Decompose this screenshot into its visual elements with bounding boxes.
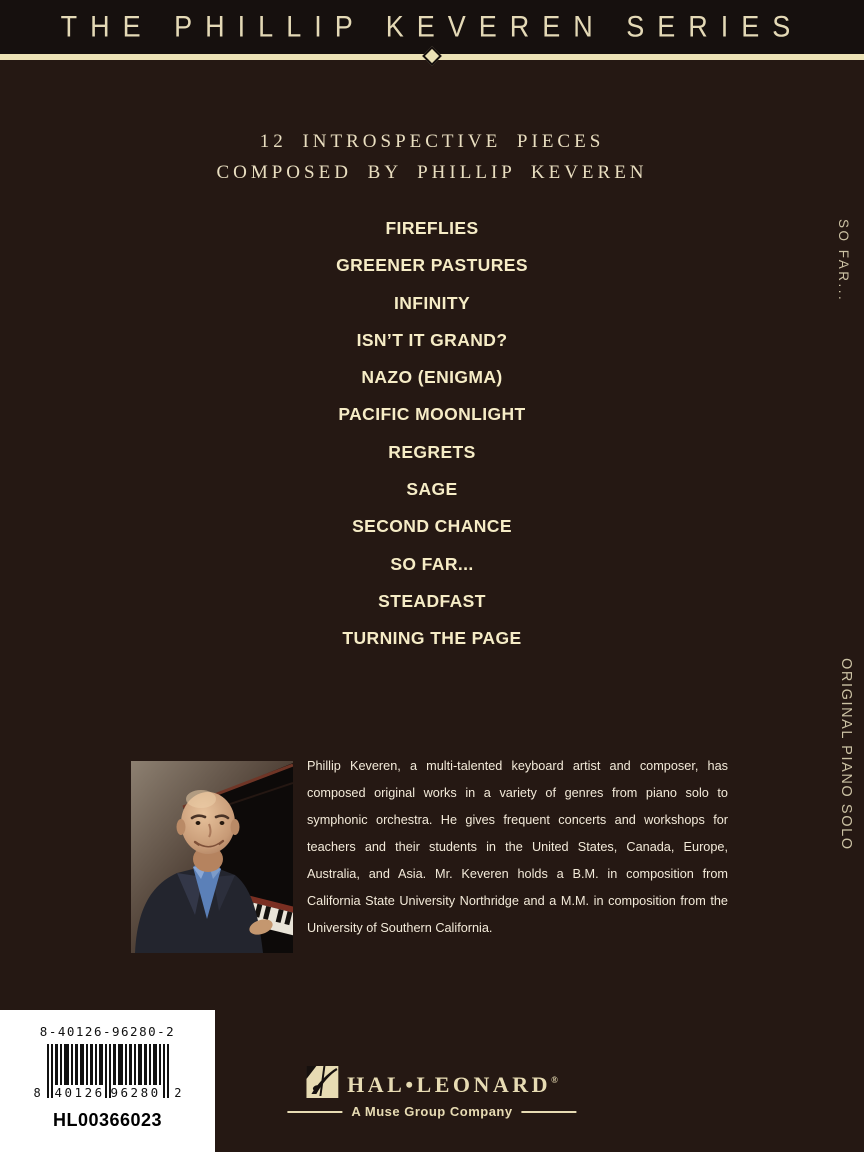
publisher-wordmark [347, 1074, 558, 1098]
subtitle-line1: 12 INTROSPECTIVE PIECES [259, 131, 605, 152]
barcode-digit-right: 2 [174, 1086, 182, 1100]
author-bio: Phillip Keveren, a multi-talented keyboard artist and composer, has composed original works in a variety of genres from piano solo to symphonic orchestra. He gives frequent concerts and workshops for teachers and their students in the United States, Canada, Europe, Australia, and Asia. Mr. Keveren holds a B.M. in composition from California State University Northridge and a M.M. in composition from the University of Southern California. [307, 759, 728, 935]
barcode-number: 8-40126-96280-2 [39, 1024, 176, 1039]
song-title: NAZO (ENIGMA) [361, 367, 503, 388]
publisher-logo [287, 1066, 576, 1119]
keveren-photo [131, 761, 293, 953]
barcode-box [0, 1010, 215, 1152]
song-title: REGRETS [388, 441, 476, 462]
barcode [33, 1044, 182, 1100]
barcode-digit-left: 8 [33, 1086, 41, 1100]
song-title: TURNING THE PAGE [342, 628, 522, 649]
song-list [0, 210, 864, 658]
publisher-tagline: A Muse Group Company [351, 1104, 513, 1119]
barcode-digit-group1: 40126 [54, 1085, 105, 1100]
series-title: THE PHILLIP KEVEREN SERIES [60, 10, 804, 44]
spine-book-title: SO FAR... [836, 219, 851, 303]
song-title: SECOND CHANCE [352, 516, 512, 537]
song-title: SO FAR... [390, 553, 474, 574]
subtitle-line2: COMPOSED BY PHILLIP KEVEREN [216, 162, 648, 183]
spine-edition-label: ORIGINAL PIANO SOLO [838, 658, 854, 851]
song-title: FIREFLIES [385, 218, 479, 238]
tagline-rule-left [287, 1111, 342, 1113]
song-title: SAGE [406, 479, 458, 500]
song-title: INFINITY [393, 292, 471, 313]
publisher-tagline-row [287, 1104, 576, 1119]
song-title: STEADFAST [378, 590, 486, 611]
author-photo [131, 761, 293, 953]
subtitle [0, 126, 864, 188]
barcode-digit-group2: 96280 [110, 1085, 161, 1100]
tagline-rule-right [522, 1111, 577, 1113]
registered-mark: ® [551, 1075, 558, 1085]
hal-leonard-logo-icon [306, 1066, 338, 1098]
song-title: PACIFIC MOONLIGHT [338, 404, 526, 425]
catalog-number: HL00366023 [52, 1110, 163, 1130]
publisher-name: HAL•LEONARD [347, 1072, 552, 1097]
song-title: GREENER PASTURES [336, 255, 528, 276]
song-title: ISN’T IT GRAND? [356, 329, 508, 350]
